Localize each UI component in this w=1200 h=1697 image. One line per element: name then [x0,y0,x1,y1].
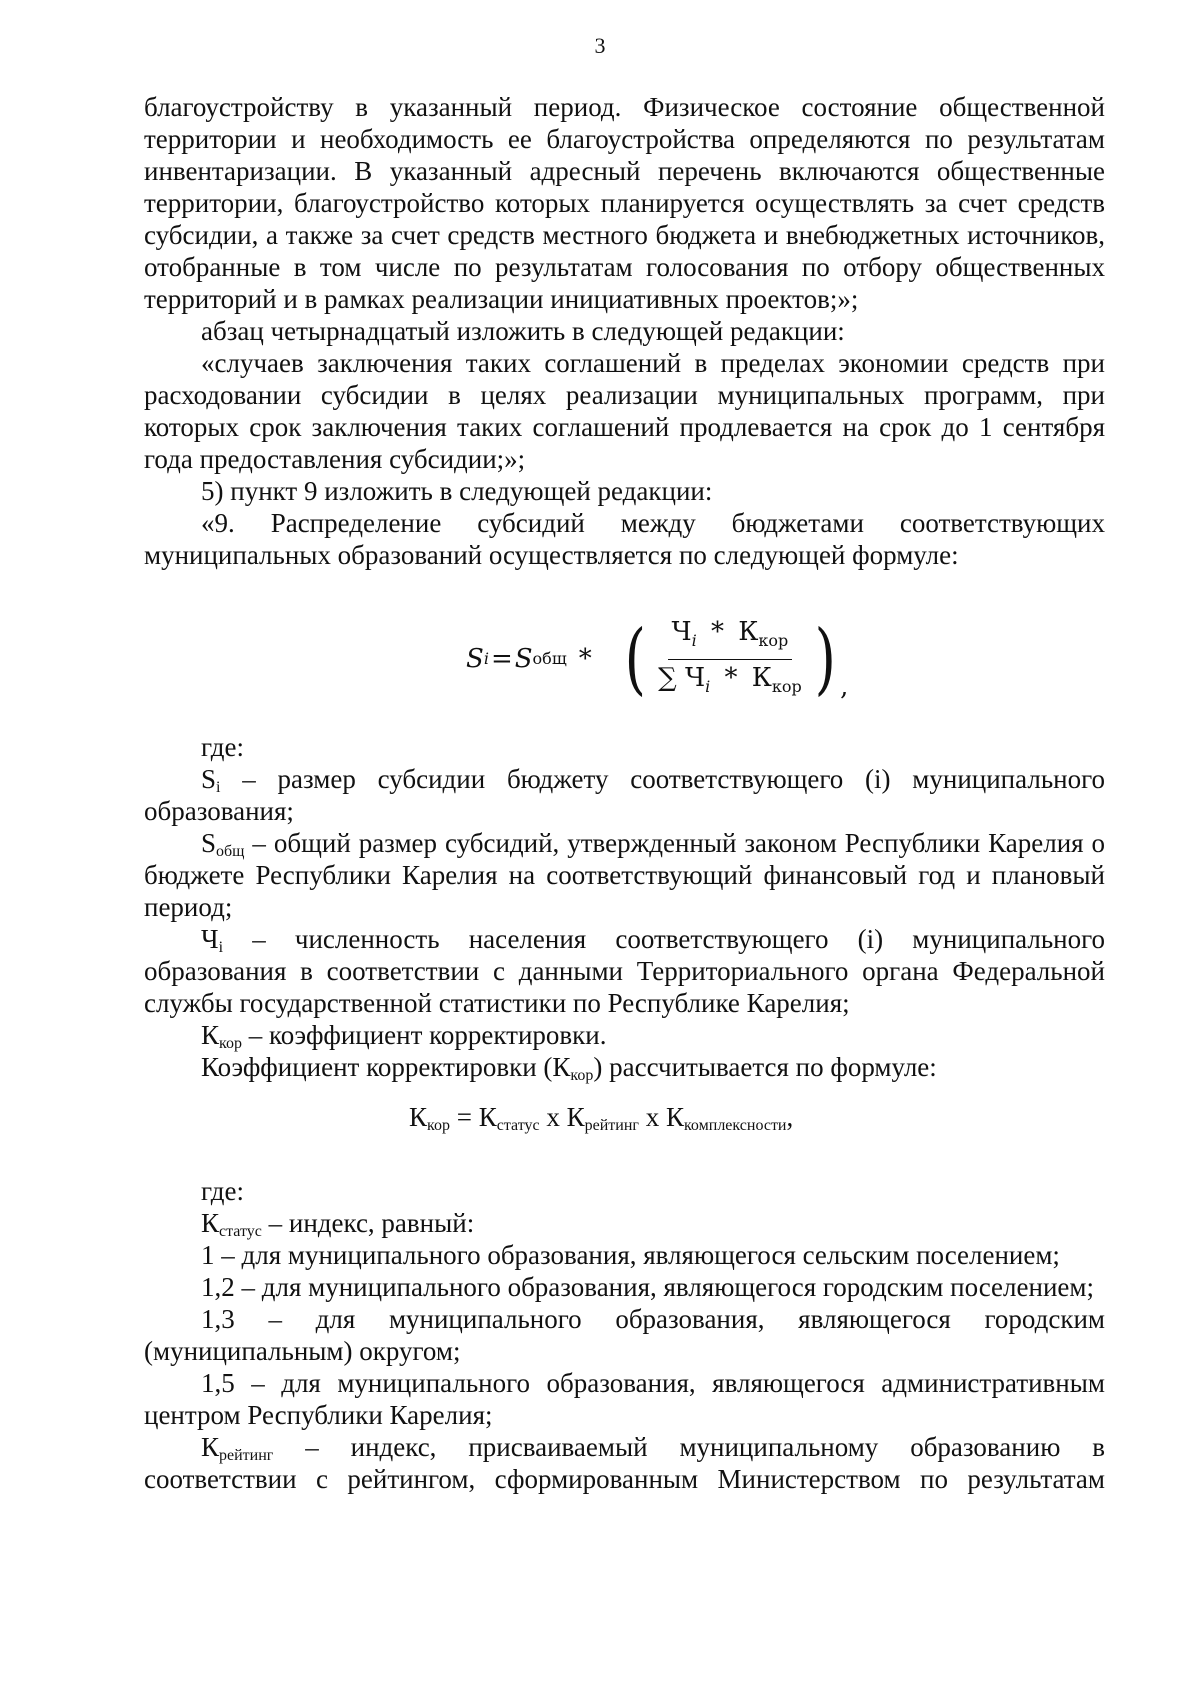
formula-mul: * [711,616,725,647]
intro-text: Коэффициент корректировки (К [201,1052,571,1082]
formula-sub-i: i [691,630,697,650]
formula-denominator [654,660,806,703]
formula-x: x [539,1102,567,1132]
formula-kkor [144,1083,1105,1175]
formula-sum: ∑ [658,662,677,693]
symbol-subscript: общ [216,843,245,860]
status-value-1-5: 1,5 – для муниципального образования, являющегося административным центром Республики Карелия; [144,1368,1105,1430]
paragraph-item-5: 5) пункт 9 изложить в следующей редакции: [201,476,713,506]
formula-ch: Ч [684,662,706,693]
definition-kreiting [144,1431,1105,1495]
formula-numerator [668,616,793,660]
formula-sub-reiting: рейтинг [584,1117,639,1134]
formula-sub-kor: кор [427,1117,450,1134]
definition-kstatus [144,1207,1105,1239]
definition-text: – общий размер субсидий, утвержденный законом Республики Карелия о бюджете Республики Карелия на соответствующий финансовый год и плановый период; [144,828,1105,922]
paragraph-item-9: «9. Распределение субсидий между бюджетами соответствующих муниципальных образований осуществляется по следующей формуле: [144,508,1105,570]
symbol-subscript: рейтинг [219,1447,274,1464]
formula-sub-i: i [483,649,489,668]
symbol-subscript: кор [219,1035,242,1052]
symbol-subscript: кор [570,1067,594,1084]
formula-sub-kor: кор [758,630,789,650]
formula-k: К [566,1102,585,1132]
formula-s: S [466,644,484,674]
formula-left-paren: ( [624,614,646,704]
intro-text: ) рассчитывается по формуле: [593,1052,937,1082]
formula-k: К [751,662,772,693]
symbol: S [201,828,217,858]
definition-si [144,763,1105,827]
definition-text: – индекс, присваиваемый муниципальному образованию в соответствии с рейтингом, сформированным Министерством по результатам [144,1432,1105,1494]
formula-k: К [738,616,759,647]
formula-sub-obsh: общ [532,649,567,668]
formula-k: К [409,1102,428,1132]
formula-s-total: S [514,644,533,674]
formula-eq: = [490,644,513,674]
status-value-1: 1 – для муниципального образования, являющегося сельским поселением; [201,1240,1060,1270]
formula-sub-kor: кор [771,676,802,696]
symbol-subscript: статус [219,1223,262,1240]
symbol-subscript: i [218,939,224,956]
symbol: S [201,764,217,794]
formula-sub-i: i [705,676,711,696]
paragraph-amendment-14: абзац четырнадцатый изложить в следующей редакции: [201,316,845,346]
definition-chi [144,923,1105,1019]
formula-ch: Ч [671,616,692,647]
formula-mul: * [578,644,592,674]
symbol-subscript: i [216,779,221,796]
kkor-formula-intro [144,1051,1105,1083]
formula-fraction [654,616,806,703]
formula-subsidy-distribution [144,571,1105,731]
definition-sobsh [144,827,1105,923]
paragraph-quote-agreements: «случаев заключения таких соглашений в пределах экономии средств при расходовании субсидии в целях реализации муниципальных программ, при которых срок заключения таких соглашений продлевается на срок до 1 сентября года предоставления субсидии;»; [144,348,1105,474]
symbol: К [201,1208,220,1238]
formula-eq: = [449,1102,479,1132]
status-value-1-3: 1,3 – для муниципального образования, являющегося городским (муниципальным) округом; [144,1304,1105,1366]
formula-right-paren: ) [814,614,836,704]
formula-comma: , [786,1102,794,1132]
definition-text: – коэффициент корректировки. [241,1020,607,1050]
page-number: 3 [594,33,606,58]
definition-text: – индекс, равный: [261,1208,475,1238]
definition-text: – численность населения соответствующего (i) муниципального образования в соответствии с данными Территориального органа Федеральной службы государственной статистики по Республике Карелия; [144,924,1105,1018]
document-body [144,91,1105,1495]
symbol: К [201,1432,220,1462]
status-value-1-2: 1,2 – для муниципального образования, являющегося городским поселением; [201,1272,1094,1302]
paragraph-continuation: благоустройству в указанный период. Физическое состояние общественной территории и необходимость ее благоустройства определяются по результатам инвентаризации. В указанный адресный перечень включаются общественные территории, благоустройство которых планируется осуществлять за счет средств субсидии, а также за счет средств местного бюджета и внебюджетных источников, отобранные в том числе по результатам голосования по отбору общественных территорий и в рамках реализации инициативных проектов;»; [144,92,1105,314]
where-label: где: [201,1176,244,1206]
where-label: где: [201,732,244,762]
symbol: К [201,1020,220,1050]
formula-comma: , [840,672,849,702]
formula-sub-kompl: комплексности [683,1117,787,1134]
definition-kkor [144,1019,1105,1051]
formula-x: x [638,1102,666,1132]
definition-text: – размер субсидии бюджету соответствующего (i) муниципального образования; [144,764,1105,826]
formula-mul: * [724,662,738,693]
symbol: Ч [201,924,219,954]
formula-k: К [478,1102,497,1132]
formula-k: К [665,1102,684,1132]
formula-sub-status: статус [496,1117,540,1134]
